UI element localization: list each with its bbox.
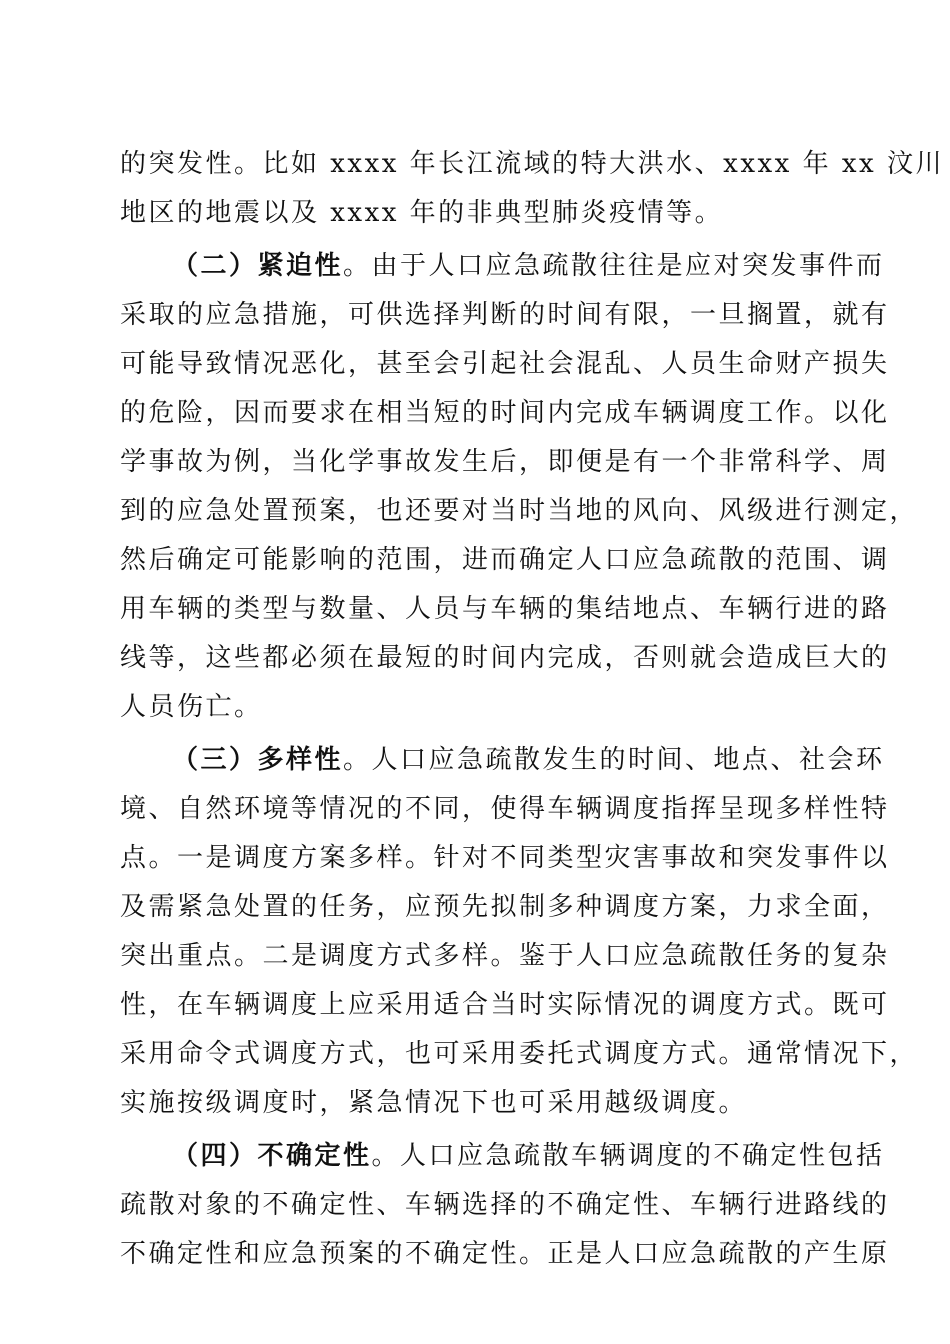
document-page — [120, 140, 944, 1279]
text-line: 境、自然环境等情况的不同，使得车辆调度指挥呈现多样性特 — [120, 794, 890, 824]
section-heading-diversity: （三）多样性 — [172, 745, 344, 775]
paragraph-sudden-nature-end — [120, 140, 944, 238]
paragraph-urgency — [120, 242, 919, 732]
text-line: 地区的地震以及 xxxx 年的非典型肺炎疫情等。 — [120, 198, 724, 228]
text-line: 可能导致情况恶化，甚至会引起社会混乱、人员生命财产损失 — [120, 349, 890, 379]
text-run: 。由于人口应急疏散往往是应对突发事件而 — [343, 251, 885, 281]
paragraph-uncertainty — [120, 1132, 890, 1279]
text-line: 的突发性。比如 xxxx 年长江流域的特大洪水、xxxx 年 xx 汶川 — [120, 149, 944, 179]
section-heading-uncertainty: （四）不确定性 — [172, 1141, 372, 1171]
text-line: 不确定性和应急预案的不确定性。正是人口应急疏散的产生原 — [120, 1239, 890, 1269]
text-line: 及需紧急处置的任务，应预先拟制多种调度方案，力求全面， — [120, 892, 890, 922]
text-line-first — [120, 736, 885, 785]
text-line: 实施按级调度时，紧急情况下也可采用越级调度。 — [120, 1088, 748, 1118]
text-line: 突出重点。二是调度方式多样。鉴于人口应急疏散任务的复杂 — [120, 941, 890, 971]
text-line-first — [120, 242, 885, 291]
text-line: 到的应急处置预案，也还要对当时当地的风向、风级进行测定， — [120, 496, 919, 526]
text-line: 用车辆的类型与数量、人员与车辆的集结地点、车辆行进的路 — [120, 594, 890, 624]
text-run: 。人口应急疏散车辆调度的不确定性包括 — [371, 1141, 885, 1171]
text-line: 人员伤亡。 — [120, 692, 263, 722]
text-line: 点。一是调度方案多样。针对不同类型灾害事故和突发事件以 — [120, 843, 890, 873]
text-line: 然后确定可能影响的范围，进而确定人口应急疏散的范围、调 — [120, 545, 890, 575]
text-line: 采取的应急措施，可供选择判断的时间有限，一旦搁置，就有 — [120, 300, 890, 330]
text-line: 采用命令式调度方式，也可采用委托式调度方式。通常情况下， — [120, 1039, 919, 1069]
text-line: 性，在车辆调度上应采用适合当时实际情况的调度方式。既可 — [120, 990, 890, 1020]
text-line: 的危险，因而要求在相当短的时间内完成车辆调度工作。以化 — [120, 398, 890, 428]
text-run: 。人口应急疏散发生的时间、地点、社会环 — [343, 745, 885, 775]
section-heading-urgency: （二）紧迫性 — [172, 251, 344, 281]
text-line: 线等，这些都必须在最短的时间内完成，否则就会造成巨大的 — [120, 643, 890, 673]
text-line: 学事故为例，当化学事故发生后，即便是有一个非常科学、周 — [120, 447, 890, 477]
text-line: 疏散对象的不确定性、车辆选择的不确定性、车辆行进路线的 — [120, 1190, 890, 1220]
text-line-first — [120, 1132, 885, 1181]
paragraph-diversity — [120, 736, 919, 1128]
